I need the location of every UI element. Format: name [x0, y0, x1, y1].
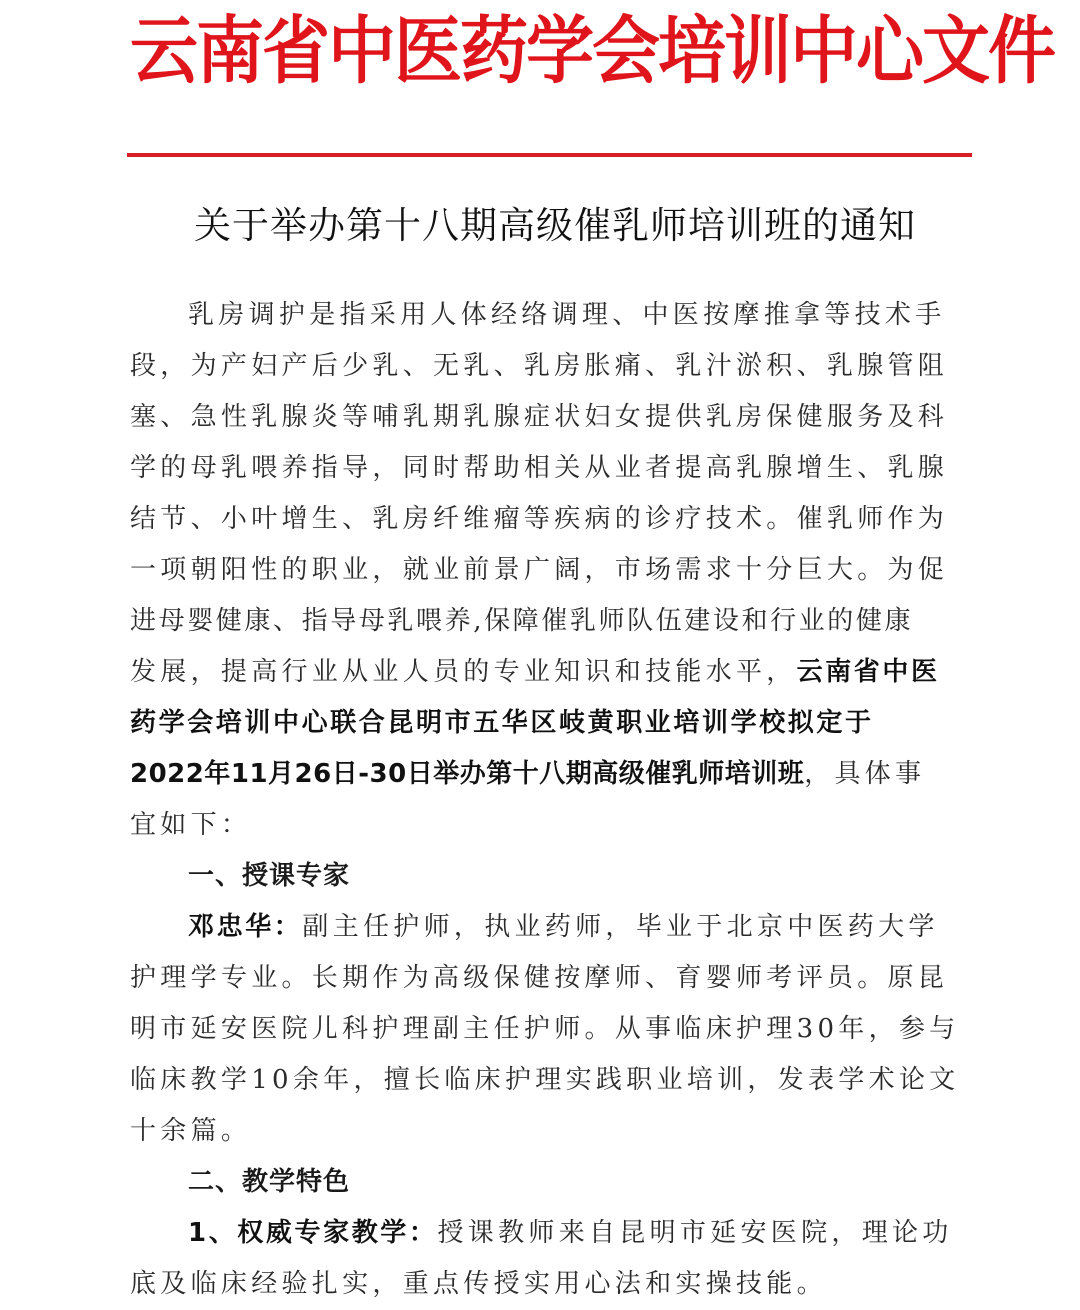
event-date-bold: 2022年11月26日-30日举办第十八期高级催乳师培训班 — [130, 759, 805, 789]
text-line: 十余篇。 — [130, 1116, 252, 1146]
document-body — [130, 290, 960, 1310]
feature-paragraph — [130, 1208, 953, 1310]
text-line: 段，为产妇产后少乳、无乳、乳房胀痛、乳汁淤积、乳腺管阻 — [130, 351, 949, 381]
expert-paragraph — [130, 902, 960, 1157]
section-heading-experts: 一、授课专家 — [188, 861, 351, 891]
text-segment: 发展，提高行业从业人员的专业知识和技能水平， — [130, 657, 797, 687]
text-line: 明市延安医院儿科护理副主任护师。从事临床护理30年，参与 — [130, 1014, 960, 1044]
text-line: 塞、急性乳腺炎等哺乳期乳腺症状妇女提供乳房保健服务及科 — [130, 402, 949, 432]
text-line — [130, 749, 930, 800]
text-line: 底及临床经验扎实，重点传授实用心法和实操技能。 — [130, 1269, 827, 1299]
text-segment: ，具体事 — [804, 759, 926, 789]
text-segment: 副主任护师，执业药师，毕业于北京中医药大学 — [302, 912, 939, 942]
document-title: 关于举办第十八期高级催乳师培训班的通知 — [194, 204, 916, 247]
text-line-bold: 药学会培训中心联合昆明市五华区岐黄职业培训学校拟定于 — [130, 708, 874, 738]
text-line: 临床教学10余年，擅长临床护理实践职业培训，发表学术论文 — [130, 1065, 960, 1095]
intro-paragraph — [130, 290, 949, 851]
text-line: 结节、小叶增生、乳房纤维瘤等疾病的诊疗技术。催乳师作为 — [130, 504, 949, 534]
text-line — [130, 902, 939, 953]
text-line: 护理学专业。长期作为高级保健按摩师、育婴师考评员。原昆 — [130, 963, 949, 993]
text-line: 进母婴健康、指导母乳喂养,保障催乳师队伍建设和行业的健康 — [130, 606, 914, 636]
text-line: 学的母乳喂养指导，同时帮助相关从业者提高乳腺增生、乳腺 — [130, 453, 949, 483]
text-line: 一项朝阳性的职业，就业前景广阔，市场需求十分巨大。为促 — [130, 555, 949, 585]
text-line — [130, 647, 940, 698]
text-line: 乳房调护是指采用人体经络调理、中医按摩推拿等技术手 — [188, 300, 946, 330]
text-line — [130, 1208, 953, 1259]
text-segment: 授课教师来自昆明市延安医院，理论功 — [437, 1218, 953, 1248]
feature-label: 1、权威专家教学： — [188, 1218, 438, 1248]
header-divider — [127, 153, 972, 157]
org-header-title: 云南省中医药学会培训中心文件 — [130, 7, 1055, 95]
expert-name: 邓忠华： — [188, 912, 303, 942]
bold-text-segment: 云南省中医 — [796, 657, 940, 687]
section-heading-features: 二、教学特色 — [188, 1167, 351, 1197]
text-line: 宜如下： — [130, 810, 252, 840]
